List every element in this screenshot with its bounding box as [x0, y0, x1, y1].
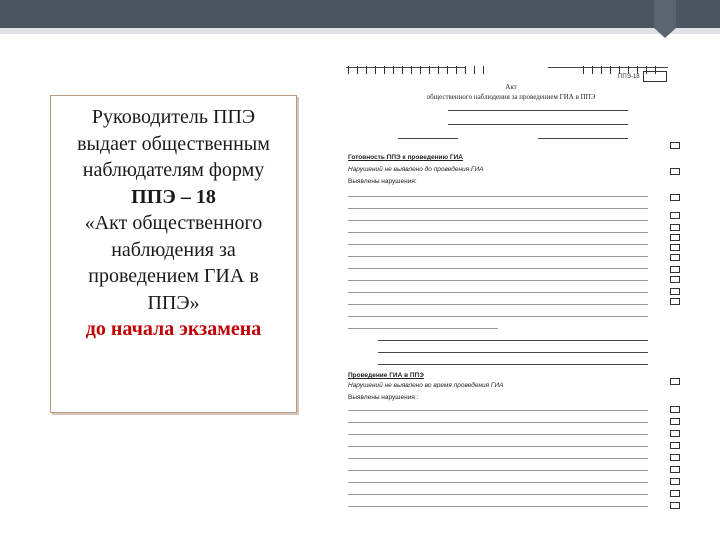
item-line — [348, 328, 498, 329]
item-line — [348, 494, 648, 495]
section-readiness-title: Готовность ППЭ к проведению ГИА — [348, 154, 463, 161]
item-line — [348, 304, 648, 305]
checkbox — [670, 168, 680, 175]
checkbox — [670, 454, 680, 461]
item-line — [348, 506, 648, 507]
checkbox — [670, 502, 680, 509]
item-line — [348, 422, 648, 423]
checkbox — [670, 194, 680, 201]
checkbox — [670, 378, 680, 385]
instruction-callout — [50, 95, 297, 413]
checkbox — [670, 406, 680, 413]
checkbox — [670, 254, 680, 261]
checkbox — [670, 478, 680, 485]
checkbox — [670, 142, 680, 149]
item-line — [348, 316, 648, 317]
checkbox — [670, 224, 680, 231]
checkbox — [670, 244, 680, 251]
item-line — [348, 256, 648, 257]
field-line-observer — [448, 110, 628, 111]
item-line — [348, 196, 648, 197]
item-line — [348, 446, 648, 447]
checkbox — [670, 418, 680, 425]
checkbox — [670, 466, 680, 473]
field-line-other — [378, 352, 648, 353]
region-code-cells — [348, 66, 492, 75]
section-exam-title: Проведение ГИА в ППЭ — [348, 372, 424, 379]
checkbox — [670, 288, 680, 295]
checkbox — [670, 442, 680, 449]
slide-top-bar — [0, 0, 720, 28]
field-line-time-end — [538, 138, 628, 139]
item-line — [348, 292, 648, 293]
item-line — [348, 470, 648, 471]
section-readiness-no-violations: Нарушений не выявлено до проведения ГИА — [348, 166, 484, 173]
checkbox — [670, 234, 680, 241]
violations-label-during: Выявлены нарушения : — [348, 394, 419, 401]
callout-form-title: «Акт общественного наблюдения за проведением ГИА в ППЭ» — [84, 212, 263, 314]
field-line-other — [378, 364, 648, 365]
field-line-number — [448, 124, 628, 125]
item-line — [348, 220, 648, 221]
checkbox — [670, 212, 680, 219]
callout-text-intro: Руководитель ППЭ выдает общественным наблюдателям форму — [77, 106, 270, 181]
form-header-strip — [338, 58, 678, 72]
item-line — [348, 458, 648, 459]
checkbox — [670, 276, 680, 283]
item-line — [348, 244, 648, 245]
callout-form-code: ППЭ – 18 — [131, 185, 216, 208]
item-line — [348, 280, 648, 281]
form-title-line2: общественного наблюдения за проведением ГИА в ППЭ — [426, 93, 596, 101]
form-ppe18-preview — [338, 48, 684, 520]
item-line — [348, 232, 648, 233]
item-line — [348, 268, 648, 269]
form-code-number-cell — [643, 71, 667, 82]
form-code-label: ППЭ-18 — [618, 74, 640, 81]
item-line — [348, 482, 648, 483]
checkbox — [670, 490, 680, 497]
item-line — [348, 208, 648, 209]
item-line — [348, 410, 648, 411]
field-line-time-start — [398, 138, 458, 139]
checkbox — [670, 298, 680, 305]
form-title — [338, 82, 684, 102]
field-line-other — [378, 340, 648, 341]
form-code-box — [618, 71, 667, 82]
checkbox — [670, 430, 680, 437]
checkbox — [670, 266, 680, 273]
callout-deadline: до начала экзамена — [85, 318, 262, 340]
slide-corner-tab — [650, 0, 680, 40]
section-exam-no-violations: Нарушений не выявлено во время проведения ГИА — [348, 382, 504, 389]
violations-label: Выявлены нарушения: — [348, 178, 417, 185]
item-line — [348, 434, 648, 435]
form-title-line1: Акт — [505, 83, 517, 91]
slide-top-bar-highlight — [0, 28, 720, 34]
